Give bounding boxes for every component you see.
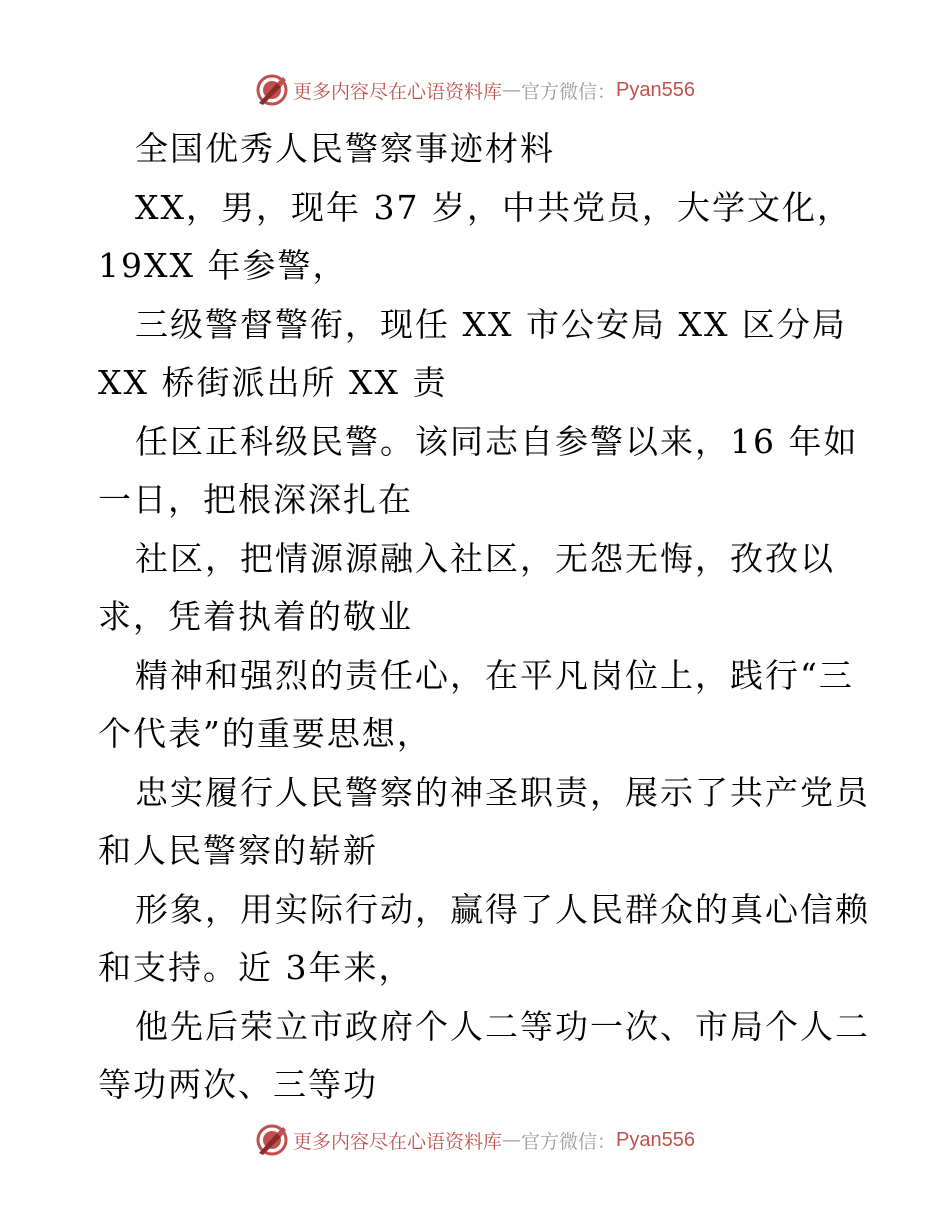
document-line: 忠实履行人民警察的神圣职责，展示了共产党员: [135, 772, 870, 812]
watermark-separator: —: [502, 79, 522, 101]
document-line: 任区正科级民警。该同志自参警以来，16 年如: [135, 421, 859, 461]
document-line: 社区，把情源源融入社区，无怨无悔，孜孜以: [135, 538, 835, 578]
document-line: 等功两次、三等功: [98, 1065, 378, 1104]
document-line: 形象，用实际行动，赢得了人民群众的真心信赖: [135, 889, 870, 929]
document-line: 个代表”的重要思想，: [98, 714, 432, 753]
header-watermark: [0, 70, 950, 110]
watermark-wechat-id: Pyan556: [616, 1128, 695, 1151]
document-line: 19XX 年参警，: [98, 246, 348, 285]
pen-logo-icon: [255, 73, 289, 107]
watermark-brand-text: 更多内容尽在心语资料库: [293, 80, 503, 103]
watermark-separator: —: [502, 1129, 522, 1151]
watermark-official-label: 官方微信：: [521, 80, 617, 103]
document-line: XX，男，现年 37 岁，中共党员，大学文化，: [135, 187, 852, 227]
pen-logo-icon: [255, 1123, 289, 1157]
watermark-brand-text: 更多内容尽在心语资料库: [293, 1130, 503, 1153]
footer-watermark: [0, 1120, 950, 1160]
watermark-wechat-id: Pyan556: [616, 78, 695, 101]
document-line: 一日，把根深深扎在: [98, 480, 413, 519]
watermark-official-label: 官方微信：: [521, 1130, 617, 1153]
document-line: 和支持。近 3年来，: [98, 948, 414, 987]
document-line: XX 桥街派出所 XX 责: [98, 363, 448, 402]
document-line: 他先后荣立市政府个人二等功一次、市局个人二: [135, 1006, 870, 1046]
document-line: 和人民警察的崭新: [98, 831, 378, 870]
document-body: [98, 120, 870, 1115]
document-line: 三级警督警衔，现任 XX 市公安局 XX 区分局: [135, 304, 847, 344]
document-line: 全国优秀人民警察事迹材料: [135, 129, 555, 168]
document-line: 精神和强烈的责任心，在平凡岗位上，践行“三: [135, 655, 854, 695]
document-line: 求，凭着执着的敬业: [98, 597, 413, 636]
